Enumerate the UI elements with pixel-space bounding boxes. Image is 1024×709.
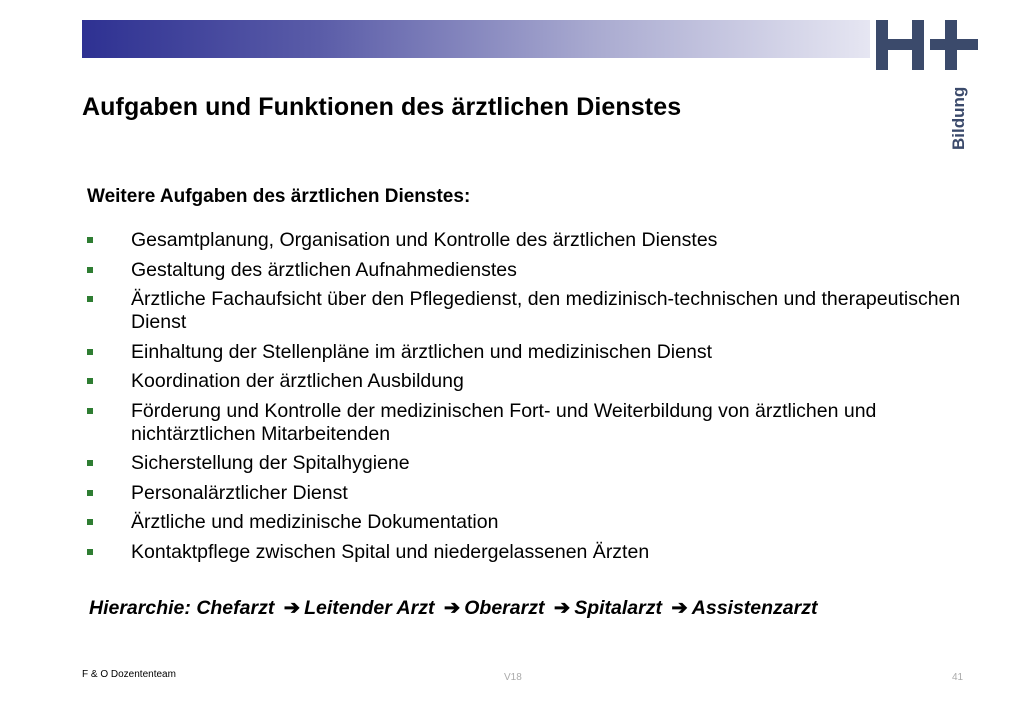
section-subtitle: Weitere Aufgaben des ärztlichen Dienstes: [87, 186, 471, 207]
h-plus-bildung-logo [872, 18, 984, 158]
list-item-text: Einhaltung der Stellenpläne im ärztlichen und medizinischen Dienst [131, 340, 713, 363]
list-item-text: Sicherstellung der Spitalhygiene [131, 452, 410, 474]
footer-page-number: 41 [952, 672, 964, 683]
bullet-square-icon [87, 408, 93, 414]
list-item-text: Ärztliche und medizinische Dokumentation [131, 511, 499, 533]
list-item-text: Kontaktpflege zwischen Spital und niedergelassenen Ärzten [131, 540, 650, 563]
task-list [87, 229, 987, 570]
list-item [87, 341, 987, 364]
list-item-text: Ärztliche Fachaufsicht über den Pflegedienst, den medizinisch-technischen und therapeutischen Dienst [131, 288, 961, 333]
role-oberarzt: Oberarzt [464, 597, 545, 619]
arrow-right-icon: ➔ [443, 597, 461, 619]
list-item [87, 259, 987, 282]
list-item-text: Gesamtplanung, Organisation und Kontrolle des ärztlichen Dienstes [131, 229, 718, 251]
hierarchy-label: Hierarchie: [89, 597, 191, 619]
bullet-square-icon [87, 490, 93, 496]
hierarchy-line [89, 596, 817, 620]
role-spitalarzt: Spitalarzt [574, 597, 662, 619]
list-item [87, 511, 987, 534]
arrow-right-icon: ➔ [671, 597, 688, 619]
role-leitender-arzt: Leitender Arzt [304, 597, 435, 619]
list-item [87, 288, 987, 334]
arrow-right-icon: ➔ [553, 597, 571, 619]
role-chefarzt: Chefarzt [196, 597, 275, 619]
footer-author: F & O Dozententeam [82, 669, 176, 680]
arrow-right-icon: ➔ [283, 597, 301, 619]
bullet-square-icon [87, 267, 93, 273]
header-gradient-bar [82, 20, 870, 58]
bullet-square-icon [87, 296, 93, 302]
page-title: Aufgaben und Funktionen des ärztlichen Dienstes [82, 93, 682, 121]
list-item [87, 400, 987, 446]
footer-version: V18 [504, 672, 522, 683]
list-item [87, 482, 987, 505]
bullet-square-icon [87, 349, 93, 355]
list-item-text: Förderung und Kontrolle der medizinischen Fort- und Weiterbildung von ärztlichen und nichtärztlichen Mitarbeitenden [131, 399, 877, 445]
list-item-text: Gestaltung des ärztlichen Aufnahmedienstes [131, 258, 517, 281]
list-item-text: Koordination der ärztlichen Ausbildung [131, 370, 464, 392]
list-item [87, 229, 987, 252]
role-assistenzarzt: Assistenzarzt [691, 597, 818, 619]
list-item-text: Personalärztlicher Dienst [131, 481, 348, 504]
bullet-square-icon [87, 378, 93, 384]
bullet-square-icon [87, 519, 93, 525]
bullet-square-icon [87, 237, 93, 243]
list-item [87, 541, 987, 564]
bullet-square-icon [87, 460, 93, 466]
list-item [87, 370, 987, 393]
list-item [87, 452, 987, 475]
bullet-square-icon [87, 549, 93, 555]
logo-bildung-text: Bildung [949, 86, 968, 150]
